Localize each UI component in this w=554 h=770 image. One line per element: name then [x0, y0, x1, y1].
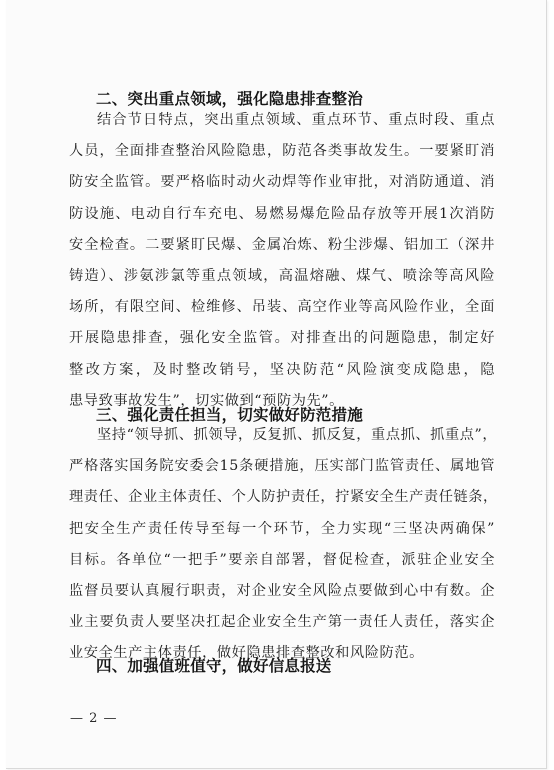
paragraph-line: 业主要负责人要坚决扛起企业安全生产第一责任人责任，落实企 [69, 614, 495, 631]
page-number: — 2 — [70, 711, 118, 726]
paragraph-line: 场所，有限空间、检维修、吊装、高空作业等高风险作业，全面 [69, 299, 495, 316]
section-heading-4: 四、加强值班值守，做好信息报送 [96, 657, 332, 675]
paragraph-line: 理责任、企业主体责任、个人防护责任，拧紧安全生产责任链条， [69, 489, 498, 506]
paragraph-line: 安全检查。二要紧盯民爆、金属冶炼、粉尘涉爆、铝加工（深井 [69, 236, 495, 253]
paragraph-line: 防设施、电动自行车充电、易燃易爆危险品存放等开展1次消防 [69, 205, 495, 222]
paragraph-line: 目标。各单位“一把手”要亲自部署，督促检查，派驻企业安全 [69, 551, 495, 568]
paragraph-line: 业安全生产主体责任，做好隐患排查整改和风险防范。 [69, 645, 424, 662]
section-heading-2: 二、突出重点领域，强化隐患排查整治 [96, 90, 363, 108]
section-heading-3: 三、强化责任担当，切实做好防范措施 [96, 406, 363, 424]
section-2-paragraph [69, 105, 495, 417]
section-3-paragraph [69, 420, 498, 670]
paragraph-line: 铸造）、涉氨涉氯等重点领域，高温熔融、煤气、喷涂等高风险 [69, 267, 495, 284]
paragraph-line: 监督员要认真履行职责，对企业安全风险点要做到心中有数。企 [69, 582, 495, 599]
paragraph-line: 开展隐患排查，强化安全监管。对排查出的问题隐患，制定好 [69, 330, 495, 347]
paragraph-line: 防安全监管。要严格临时动火动焊等作业审批，对消防通道、消 [69, 174, 495, 191]
paragraph-line: 整改方案，及时整改销号，坚决防范“风险演变成隐患，隐 [69, 361, 495, 378]
paragraph-line: 坚持“领导抓、抓领导，反复抓、抓反复，重点抓、抓重点”， [97, 427, 498, 443]
paragraph-line: 人员，全面排查整治风险隐患，防范各类事故发生。一要紧盯消 [69, 143, 495, 160]
paragraph-line: 结合节日特点，突出重点领域、重点环节、重点时段、重点 [97, 112, 495, 128]
paragraph-line: 把安全生产责任传导至每一个环节，全力实现“三坚决两确保” [69, 520, 495, 537]
document-page [6, 0, 547, 769]
paragraph-line: 患导致事故发生”，切实做到“预防为先”。 [69, 392, 344, 409]
paragraph-line: 严格落实国务院安委会15条硬措施，压实部门监管责任、属地管 [69, 458, 495, 475]
